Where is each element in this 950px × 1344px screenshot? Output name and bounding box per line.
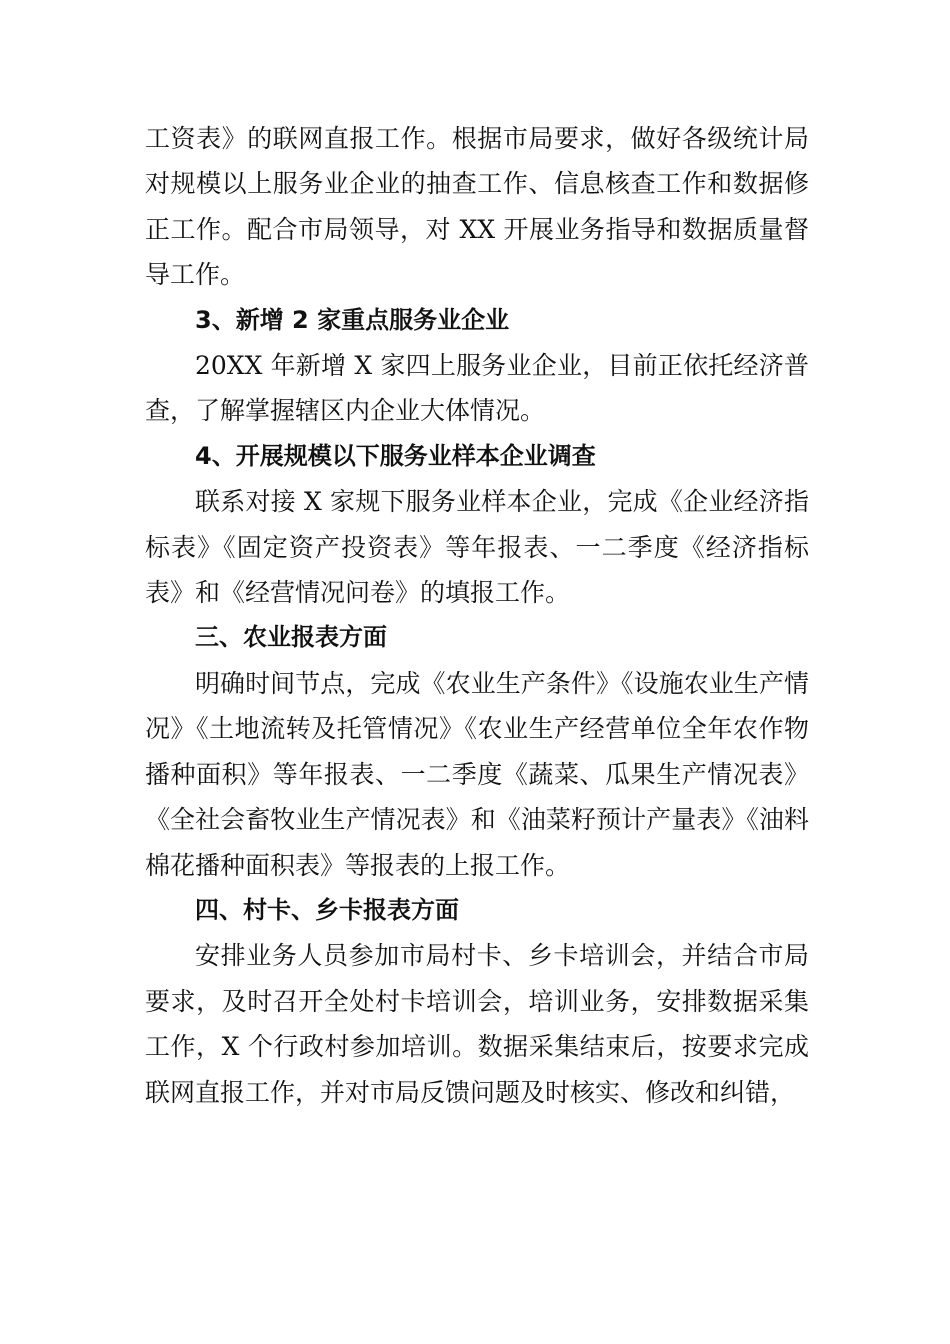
paragraph-online-reporting: 工资表》的联网直报工作。根据市局要求，做好各级统计局对规模以上服务业企业的抽查工作、信息核查工作和数据修正工作。配合市局领导，对 XX 开展业务指导和数据质量督导工作。 <box>145 124 809 290</box>
paragraph-agriculture-reports: 明确时间节点，完成《农业生产条件》《设施农业生产情况》《土地流转及托管情况》《农业生产经营单位全年农作物播种面积》等年报表、一二季度《蔬菜、瓜果生产情况表》《全社会畜牧业生产情况表》和《油菜籽预计产量表》《油料棉花播种面积表》等报表的上报工作。 <box>145 668 809 880</box>
paragraph-sample-survey: 联系对接 X 家规下服务业样本企业，完成《企业经济指标表》《固定资产投资表》等年报表、一二季度《经济指标表》和《经营情况问卷》的填报工作。 <box>145 487 809 608</box>
heading-village-township-cards: 四、村卡、乡卡报表方面 <box>195 895 459 924</box>
heading-sample-survey: 4、开展规模以下服务业样本企业调查 <box>195 441 596 470</box>
heading-new-key-enterprises: 3、新增 2 家重点服务业企业 <box>195 305 510 334</box>
heading-agriculture-reports: 三、农业报表方面 <box>195 623 387 652</box>
paragraph-village-township-cards: 安排业务人员参加市局村卡、乡卡培训会，并结合市局要求，及时召开全处村卡培训会，培训业务，安排数据采集工作，X 个行政村参加培训。数据采集结束后，按要求完成联网直报工作，并对市局反馈问题及时核实、修改和纠错， <box>145 941 809 1107</box>
paragraph-new-enterprises: 20XX 年新增 X 家四上服务业企业，目前正依托经济普查，了解掌握辖区内企业大体情况。 <box>145 351 809 426</box>
document-body <box>145 116 809 1115</box>
